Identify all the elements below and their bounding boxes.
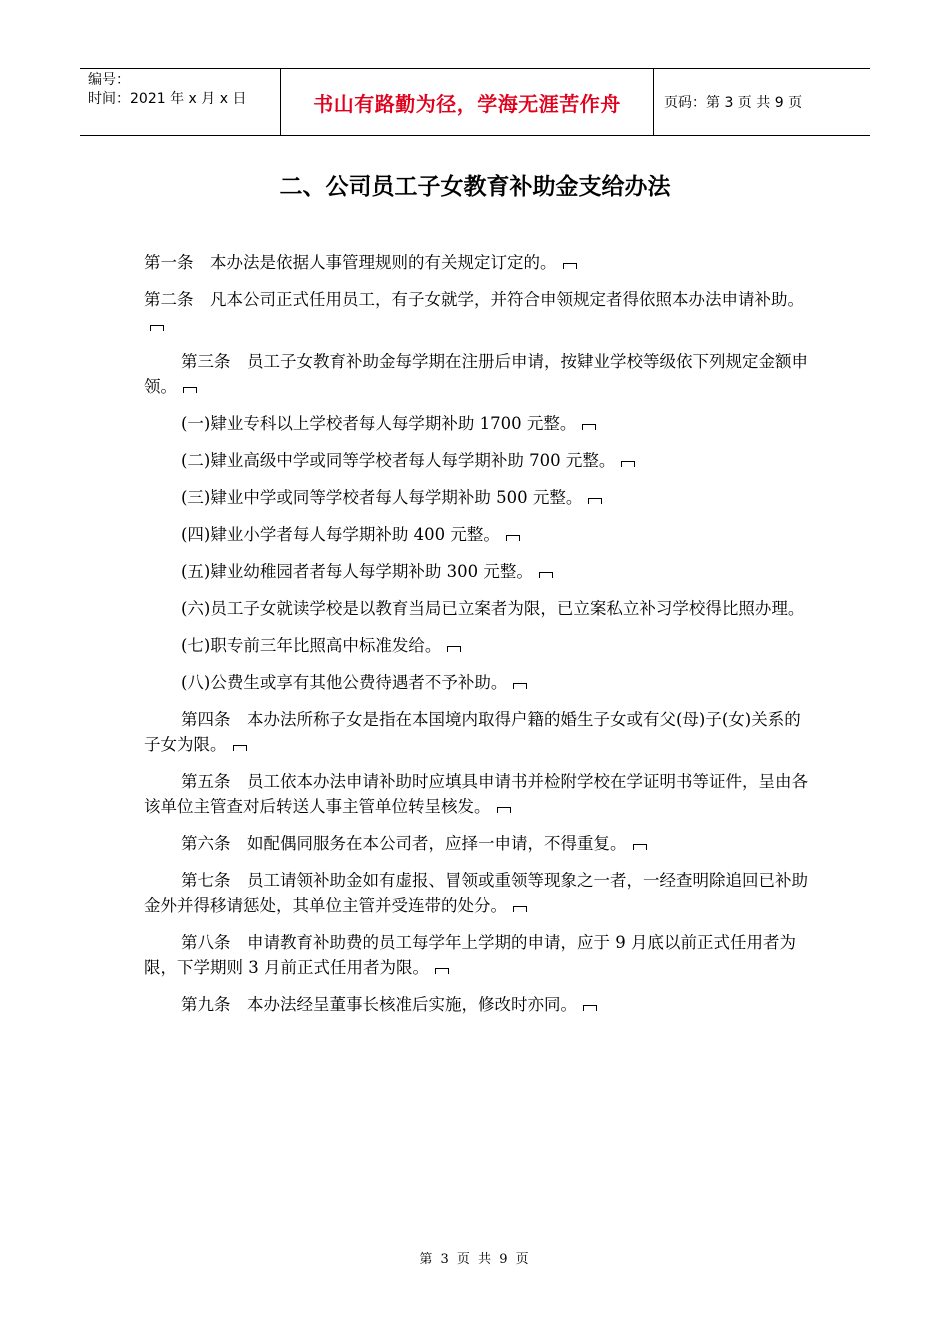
paragraph-mark-icon: [506, 534, 520, 542]
page-footer-number: 第 3 页 共 9 页: [419, 1252, 531, 1267]
paragraph-mark-icon: [233, 744, 247, 752]
paragraph-mark-icon: [183, 386, 197, 394]
article-5: 第五条 员工依本办法申请补助时应填具申请书并检附学校在学证明书等证件，呈由各该单位主管查对后转送人事主管单位转呈核发。: [144, 772, 808, 816]
article-6: 第六条 如配偶同服务在本公司者，应择一申请，不得重复。: [144, 831, 808, 856]
list-item: (八)公费生或享有其他公费待遇者不予补助。: [144, 670, 808, 695]
paragraph-mark-icon: [497, 806, 511, 814]
paragraph-mark-icon: [513, 682, 527, 690]
article-8: 第八条 申请教育补助费的员工每学年上学期的申请，应于 9 月底以前正式任用者为限，下学期则 3 月前正式任用者为限。: [144, 933, 796, 977]
list-item: (五)肄业幼稚园者者每人每学期补助 300 元整。: [144, 559, 808, 584]
paragraph-mark-icon: [447, 645, 461, 653]
list-item: (四)肄业小学者每人每学期补助 400 元整。: [144, 522, 808, 547]
list-item: (六)员工子女就读学校是以教育当局已立案者为限，已立案私立补习学校得比照办理。: [181, 599, 805, 618]
paragraph-mark-icon: [621, 460, 635, 468]
list-item: (七)职专前三年比照高中标准发给。: [144, 633, 808, 658]
paragraph-mark-icon: [539, 571, 553, 579]
document-body: [144, 250, 808, 1029]
paragraph-mark-icon: [633, 843, 647, 851]
list-item: (三)肄业中学或同等学校者每人每学期补助 500 元整。: [144, 485, 808, 510]
paragraph-mark-icon: [582, 423, 596, 431]
paragraph-mark-icon: [588, 497, 602, 505]
page-header: [80, 68, 870, 136]
article-2: 第二条 凡本公司正式任用员工，有子女就学，并符合申领规定者得依照本办法申请补助。: [144, 287, 808, 337]
header-page-label: 页码：第 3 页 共 9 页: [664, 95, 803, 111]
header-motto: 书山有路勤为径，学海无涯苦作舟: [281, 69, 654, 135]
document-number-label: 编号：: [88, 72, 130, 88]
article-1: 第一条 本办法是依据人事管理规则的有关规定订定的。: [144, 250, 808, 275]
paragraph-mark-icon: [150, 324, 164, 332]
header-meta: [80, 69, 281, 135]
article-9: 第九条 本办法经呈董事长核准后实施，修改时亦同。: [144, 992, 808, 1017]
list-item: (一)肄业专科以上学校者每人每学期补助 1700 元整。: [144, 411, 808, 436]
paragraph-mark-icon: [583, 1004, 597, 1012]
paragraph-mark-icon: [435, 967, 449, 975]
list-item: (二)肄业高级中学或同等学校者每人每学期补助 700 元整。: [144, 448, 808, 473]
paragraph-mark-icon: [513, 905, 527, 913]
paragraph-mark-icon: [563, 262, 577, 270]
article-7: 第七条 员工请领补助金如有虚报、冒领或重领等现象之一者，一经查明除追回已补助金外并得移请惩处，其单位主管并受连带的处分。: [144, 871, 808, 915]
article-4: 第四条 本办法所称子女是指在本国境内取得户籍的婚生子女或有父(母)子(女)关系的子女为限。: [144, 710, 801, 754]
article-3: 第三条 员工子女教育补助金每学期在注册后申请，按肄业学校等级依下列规定金额申领。: [144, 352, 808, 396]
document-date-label: 时间：2021 年 x 月 x 日: [88, 91, 247, 107]
document-title: 二、公司员工子女教育补助金支给办法: [279, 174, 671, 200]
